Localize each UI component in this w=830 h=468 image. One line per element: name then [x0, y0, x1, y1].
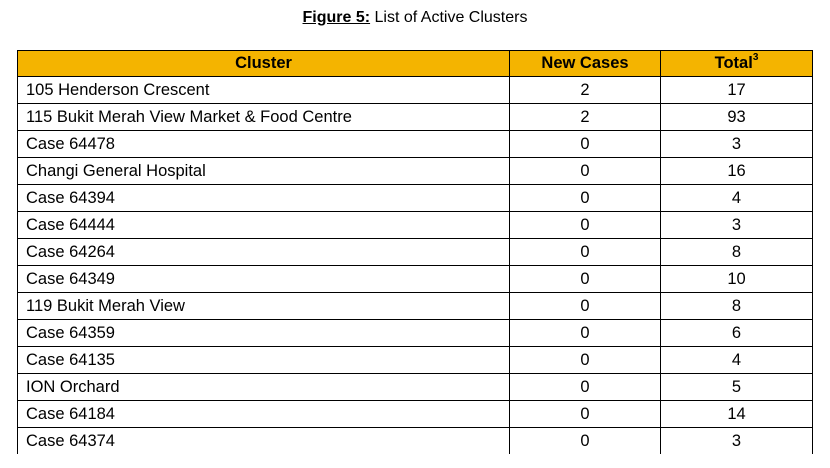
- cell-total: 3: [661, 428, 813, 455]
- cell-cluster: Case 64359: [18, 320, 510, 347]
- header-new-cases: New Cases: [510, 51, 661, 77]
- figure-caption: [0, 8, 830, 28]
- table-row: [18, 239, 813, 266]
- cell-total: 16: [661, 158, 813, 185]
- table-row: [18, 347, 813, 374]
- figure-label: Figure 5:: [302, 9, 371, 26]
- cell-cluster: Case 64184: [18, 401, 510, 428]
- table-row: [18, 293, 813, 320]
- table-row: [18, 401, 813, 428]
- header-total-label: Total: [714, 54, 753, 72]
- table-row: [18, 266, 813, 293]
- cell-cluster: Changi General Hospital: [18, 158, 510, 185]
- figure-title: List of Active Clusters: [370, 9, 528, 26]
- cell-total: 3: [661, 131, 813, 158]
- cell-new-cases: 0: [510, 212, 661, 239]
- cell-total: 5: [661, 374, 813, 401]
- cell-cluster: 105 Henderson Crescent: [18, 77, 510, 104]
- cell-new-cases: 0: [510, 185, 661, 212]
- cell-new-cases: 0: [510, 401, 661, 428]
- table-row: [18, 374, 813, 401]
- cell-cluster: ION Orchard: [18, 374, 510, 401]
- cell-cluster: Case 64374: [18, 428, 510, 455]
- header-cluster: Cluster: [18, 51, 510, 77]
- table-row: [18, 131, 813, 158]
- table-row: [18, 185, 813, 212]
- cell-cluster: Case 64135: [18, 347, 510, 374]
- cell-new-cases: 0: [510, 131, 661, 158]
- cell-new-cases: 0: [510, 428, 661, 455]
- cell-new-cases: 0: [510, 239, 661, 266]
- cell-new-cases: 2: [510, 77, 661, 104]
- cell-cluster: Case 64349: [18, 266, 510, 293]
- cell-new-cases: 0: [510, 158, 661, 185]
- table-row: [18, 158, 813, 185]
- cell-total: 14: [661, 401, 813, 428]
- cell-total: 4: [661, 185, 813, 212]
- cell-new-cases: 0: [510, 374, 661, 401]
- cell-total: 4: [661, 347, 813, 374]
- cell-cluster: Case 64478: [18, 131, 510, 158]
- footnote-marker: 3: [752, 51, 759, 63]
- table-row: [18, 320, 813, 347]
- active-clusters-table: [17, 50, 813, 454]
- cell-new-cases: 0: [510, 266, 661, 293]
- cell-total: 93: [661, 104, 813, 131]
- table-header-row: [18, 51, 813, 77]
- table-row: [18, 428, 813, 455]
- cell-total: 17: [661, 77, 813, 104]
- cell-cluster: Case 64264: [18, 239, 510, 266]
- cell-new-cases: 0: [510, 293, 661, 320]
- table-row: [18, 212, 813, 239]
- cell-total: 3: [661, 212, 813, 239]
- cell-total: 6: [661, 320, 813, 347]
- cell-new-cases: 0: [510, 320, 661, 347]
- cell-cluster: Case 64394: [18, 185, 510, 212]
- table-body: [18, 77, 813, 455]
- cell-new-cases: 0: [510, 347, 661, 374]
- cell-cluster: 115 Bukit Merah View Market & Food Centre: [18, 104, 510, 131]
- header-total: [661, 51, 813, 77]
- cell-new-cases: 2: [510, 104, 661, 131]
- cell-cluster: 119 Bukit Merah View: [18, 293, 510, 320]
- table-row: [18, 104, 813, 131]
- cell-total: 10: [661, 266, 813, 293]
- cell-total: 8: [661, 239, 813, 266]
- cell-cluster: Case 64444: [18, 212, 510, 239]
- table-row: [18, 77, 813, 104]
- cell-total: 8: [661, 293, 813, 320]
